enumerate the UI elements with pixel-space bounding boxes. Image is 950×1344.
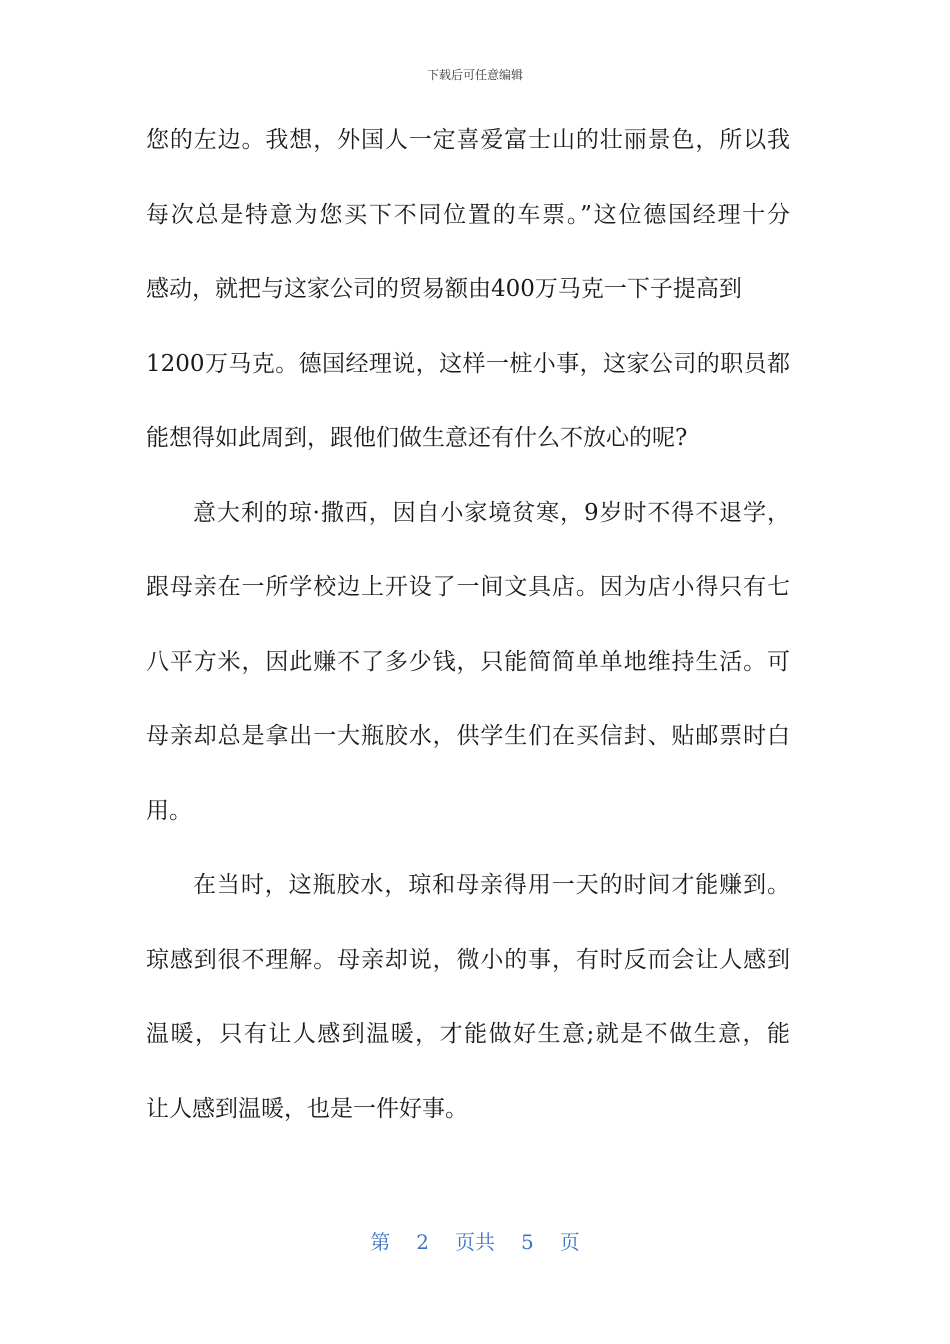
body-line: 跟母亲在一所学校边上开设了一间文具店。因为店小得只有七 xyxy=(146,574,790,600)
body-line: 琼感到很不理解。母亲却说，微小的事，有时反而会让人感到 xyxy=(146,946,790,973)
body-line: 八平方米，因此赚不了多少钱，只能简简单单地维持生活。可 xyxy=(146,648,790,675)
body-line: 您的左边。我想，外国人一定喜爱富士山的壮丽景色，所以我 xyxy=(146,127,790,153)
page-number xyxy=(0,1226,950,1255)
body-line: 母亲却总是拿出一大瓶胶水，供学生们在买信封、贴邮票时白 xyxy=(146,723,790,749)
body-line: 每次总是特意为您买下不同位置的车票。”这位德国经理十分 xyxy=(146,201,790,228)
current-page: 2 xyxy=(416,1230,429,1254)
document-body xyxy=(146,122,806,1165)
body-line: 用。 xyxy=(146,797,192,824)
body-line: 能想得如此周到，跟他们做生意还有什么不放心的呢? xyxy=(146,425,688,451)
page-suffix: 页 xyxy=(559,1230,580,1254)
body-line: 在当时，这瓶胶水，琼和母亲得用一天的时间才能赚到。 xyxy=(193,872,790,898)
body-line: 感动，就把与这家公司的贸易额由400万马克一下子提高到 xyxy=(146,276,742,302)
page-mid: 页共 xyxy=(455,1230,495,1254)
page-prefix: 第 xyxy=(370,1230,391,1254)
body-line: 温暖，只有让人感到温暖，才能做好生意;就是不做生意，能 xyxy=(146,1021,790,1047)
body-line: 1200万马克。德国经理说，这样一桩小事，这家公司的职员都 xyxy=(146,350,790,377)
total-pages: 5 xyxy=(521,1230,534,1254)
download-note: 下载后可任意编辑 xyxy=(426,68,523,82)
body-line: 让人感到温暖，也是一件好事。 xyxy=(146,1095,468,1122)
body-line: 意大利的琼·撒西，因自小家境贫寒，9岁时不得不退学， xyxy=(193,499,790,526)
